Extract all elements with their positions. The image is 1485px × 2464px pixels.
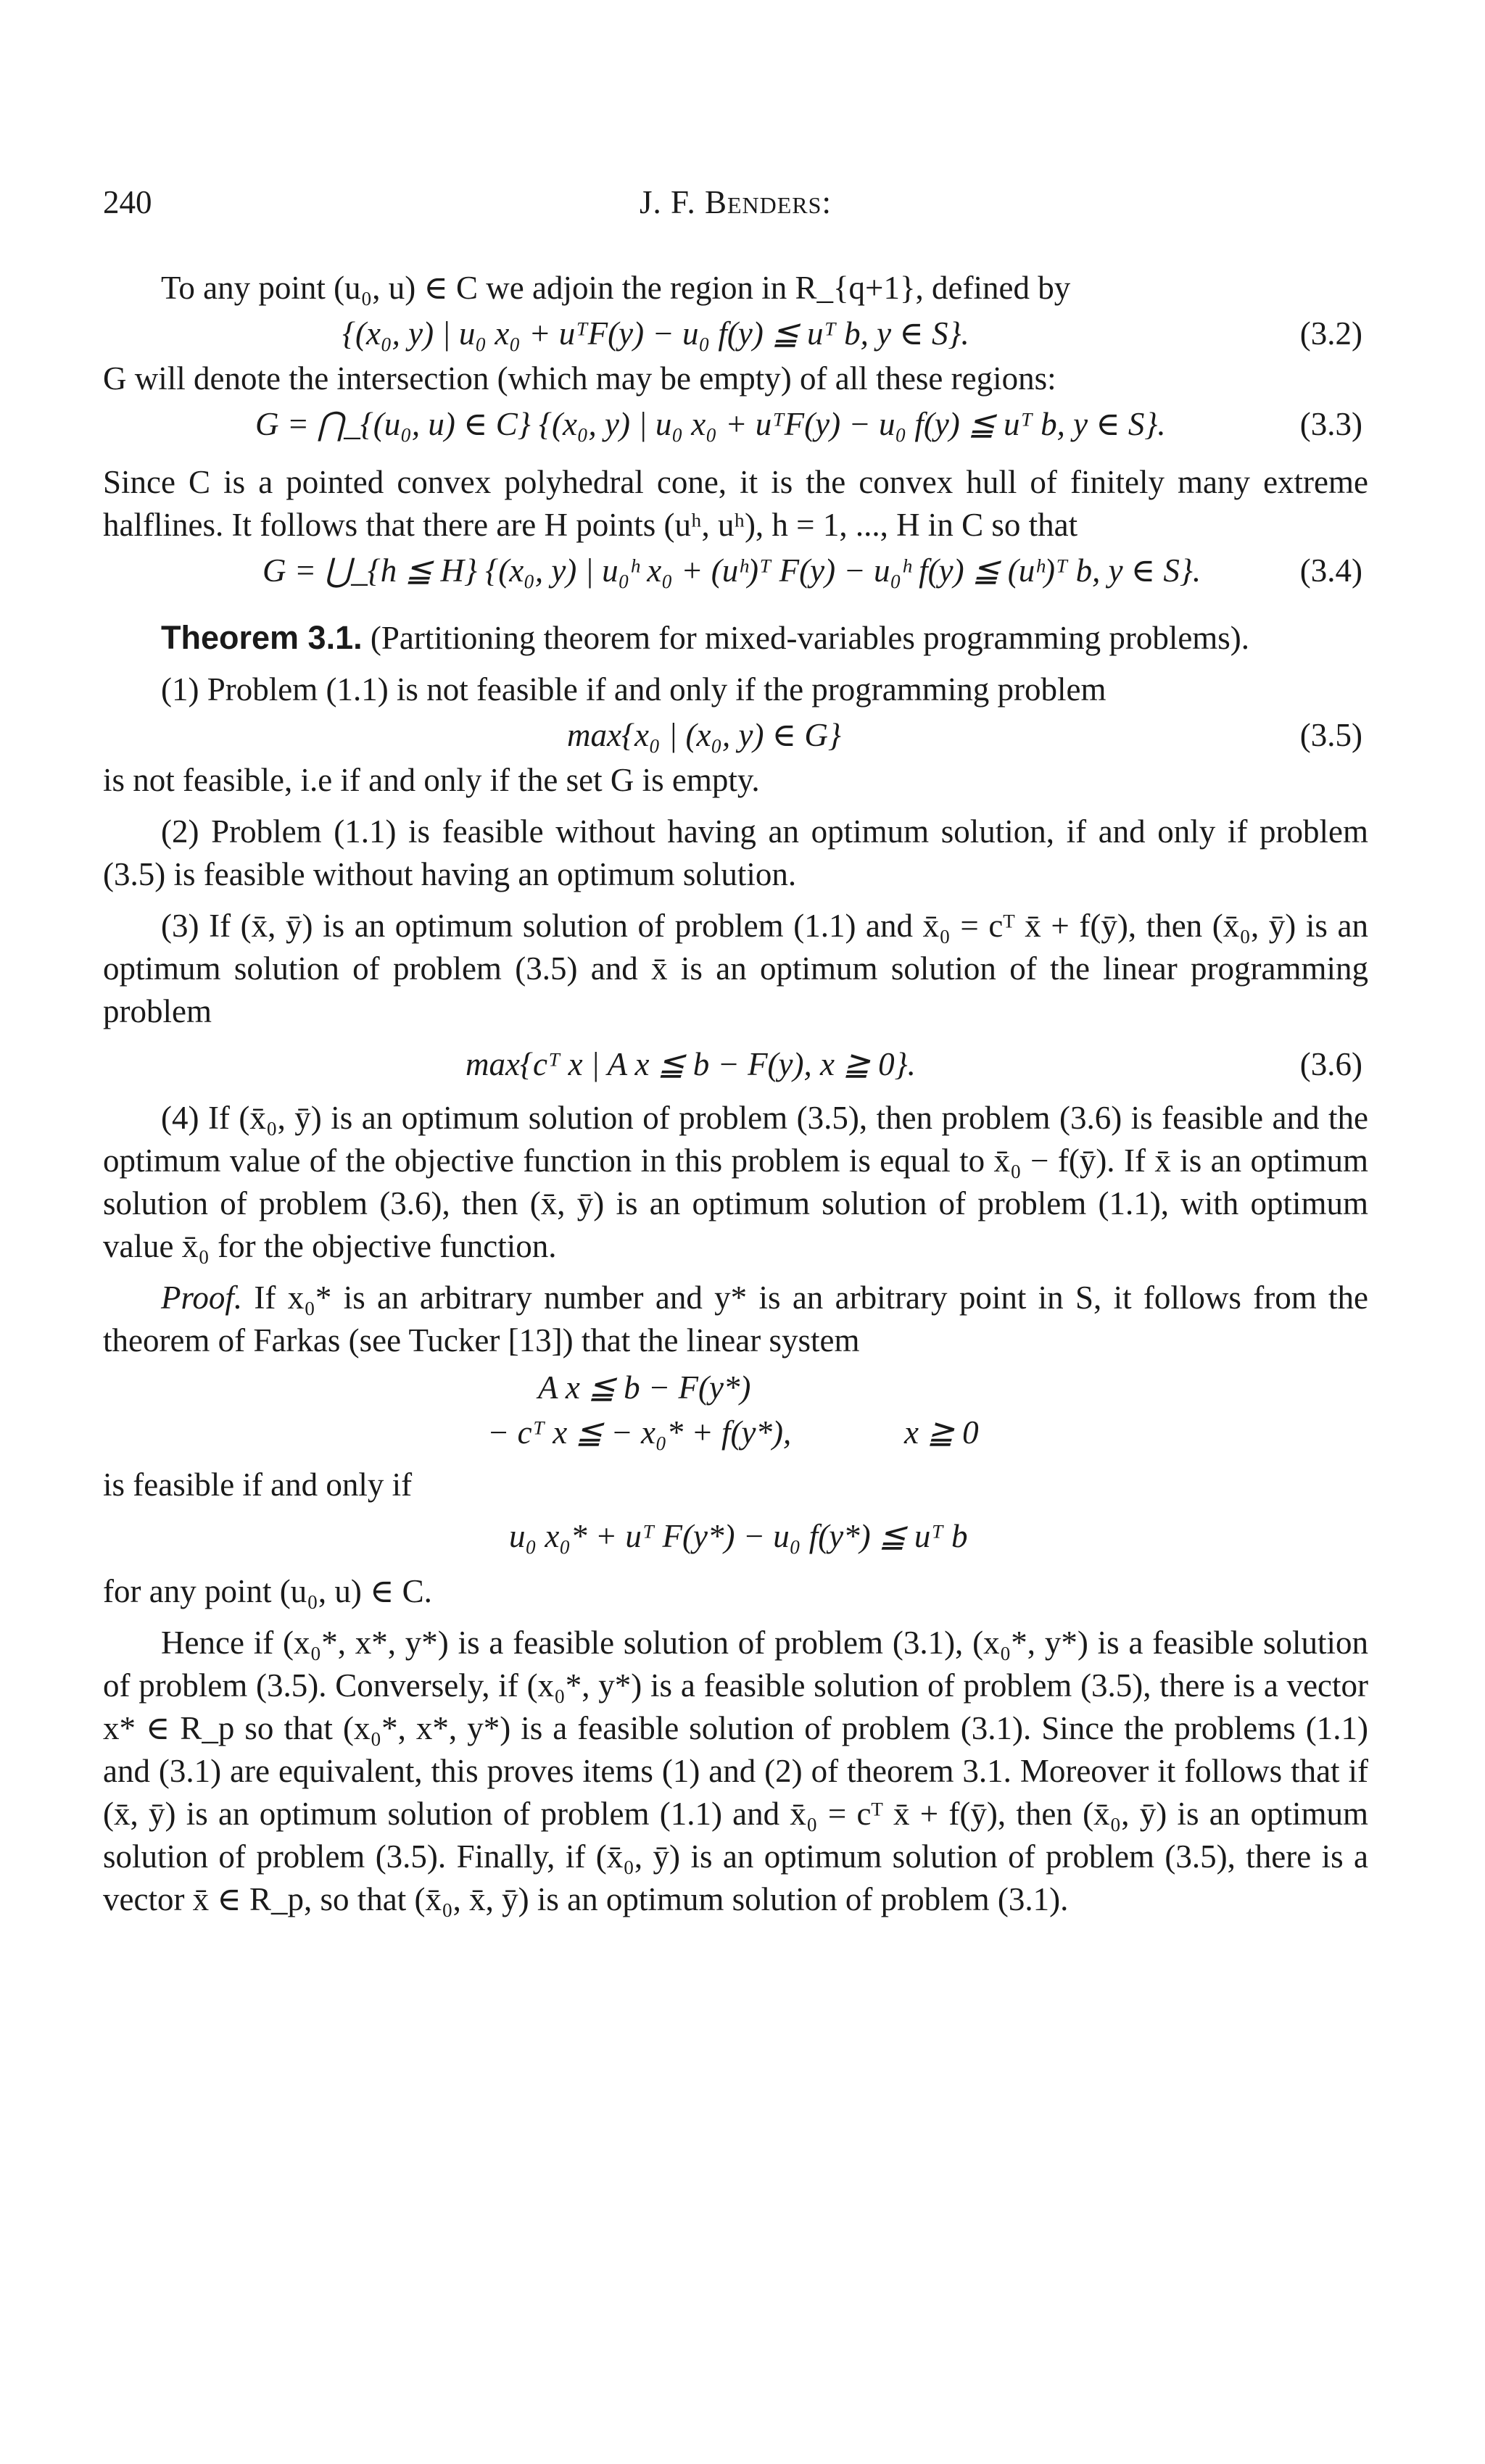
paragraph-hence: Hence if (x₀*, x*, y*) is a feasible solution of problem (3.1), (x₀*, y*) is a feasible solution of problem (3.5). Conversely, if (x₀*, y*) is a feasible solution of problem (3.5), there is a vector x* ∈ R_p so that (x₀*, x*, y*) is a feasible solution of problem (3.1). Since the problems (1.1) and (3.1) are equivalent, this proves items (1) and (2) of theorem 3.1. Moreover it follows that if (x̄, ȳ) is an optimum solution of problem (1.1) and x̄₀ = cᵀ x̄ + f(ȳ), then (x̄₀, ȳ) is an optimum solution of problem (3.5). Finally, if (x̄₀, ȳ) is an optimum solution of problem (3.5), there is a vector x̄ ∈ R_p, so that (x̄₀, x̄, ȳ) is an optimum solution of problem (3.1). <box>103 1625 1368 1917</box>
theorem-item-1: (1) Problem (1.1) is not feasible if and only if the programming problem <box>161 671 1106 708</box>
equation-3-6 <box>103 1033 1368 1088</box>
theorem-item-4: (4) If (x̄₀, ȳ) is an optimum solution of problem (3.5), then problem (3.6) is feasible and the optimum value of the objective function in this problem is equal to x̄₀ − f(ȳ). If x̄ is an optimum solution of problem (3.6), then (x̄, ȳ) is an optimum solution of problem (1.1), with optimum value x̄₀ for the objective function. <box>103 1100 1368 1264</box>
equation-3-4 <box>103 547 1368 607</box>
theorem-item-1-continued: is not feasible, i.e if and only if the set G is empty. <box>103 762 760 798</box>
paragraph-convex-cone: Since C is a pointed convex polyhedral cone, it is the convex hull of finitely many extreme halflines. It follows that there are H points (uʰ, uʰ), h = 1, ..., H in C so that <box>103 464 1368 543</box>
equation-3-3 <box>103 400 1368 461</box>
equation-body: G = ⋂_{(u₀, u) ∈ C} {(x₀, y) | u₀ x₀ + uᵀF(y) − u₀ f(y) ≦ uᵀ b, y ∈ S}. <box>255 406 1166 442</box>
equation-body: u₀ x₀* + uᵀ F(y*) − u₀ f(y*) ≦ uᵀ b <box>509 1518 968 1554</box>
theorem-statement <box>103 616 1368 660</box>
system-line-2-constraint: x ≧ 0 <box>904 1414 979 1451</box>
equation-body: max{x₀ | (x₀, y) ∈ G} <box>567 717 841 753</box>
paragraph-region-definition: To any point (u₀, u) ∈ C we adjoin the region in R_{q+1}, defined by <box>161 270 1071 306</box>
theorem-title: (Partitioning theorem for mixed-variables programming problems). <box>370 620 1250 656</box>
equation-number: (3.4) <box>1299 552 1362 589</box>
system-line-2: − cᵀ x ≦ − x₀* + f(y*), <box>487 1414 792 1451</box>
proof-label: Proof. <box>161 1279 243 1316</box>
theorem-label: Theorem 3.1. <box>161 619 363 656</box>
equation-3-2 <box>103 310 1368 357</box>
paragraph-for-any-point: for any point (u₀, u) ∈ C. <box>103 1573 432 1609</box>
equation-feasibility <box>103 1506 1368 1561</box>
theorem-item-2: (2) Problem (1.1) is feasible without having an optimum solution, if and only if problem (3.5) is feasible without having an optimum solution. <box>103 813 1368 892</box>
equation-3-5 <box>103 711 1368 759</box>
equation-body: G = ⋃_{h ≦ H} {(x₀, y) | u₀ʰ x₀ + (uʰ)ᵀ F(y) − u₀ʰ f(y) ≦ (uʰ)ᵀ b, y ∈ S}. <box>262 552 1201 589</box>
proof-paragraph <box>103 1277 1368 1362</box>
linear-system <box>103 1362 1368 1464</box>
equation-number: (3.3) <box>1299 406 1362 442</box>
system-line-1: A x ≦ b − F(y*) <box>538 1369 751 1406</box>
theorem-item-3: (3) If (x̄, ȳ) is an optimum solution of problem (1.1) and x̄₀ = cᵀ x̄ + f(ȳ), then (x̄₀, ȳ) is an optimum solution of problem (3.5) and x̄ is an optimum solution of the linear programming problem <box>103 908 1368 1029</box>
equation-number: (3.6) <box>1299 1046 1362 1082</box>
running-head: J. F. Benders: <box>640 184 832 220</box>
equation-body: max{cᵀ x | A x ≦ b − F(y), x ≧ 0}. <box>466 1046 916 1082</box>
page-header <box>103 181 1368 232</box>
equation-body: {(x₀, y) | u₀ x₀ + uᵀF(y) − u₀ f(y) ≦ uᵀ b, y ∈ S}. <box>342 315 969 352</box>
paragraph-feasible-iff: is feasible if and only if <box>103 1467 413 1503</box>
equation-number: (3.5) <box>1299 717 1362 753</box>
proof-text: If x₀* is an arbitrary number and y* is an arbitrary point in S, it follows from the theorem of Farkas (see Tucker [13]) that the linear system <box>103 1279 1369 1358</box>
paragraph-intersection: G will denote the intersection (which may be empty) of all these regions: <box>103 360 1056 397</box>
equation-number: (3.2) <box>1299 315 1362 352</box>
page-number: 240 <box>103 184 152 220</box>
page <box>103 181 1368 1921</box>
